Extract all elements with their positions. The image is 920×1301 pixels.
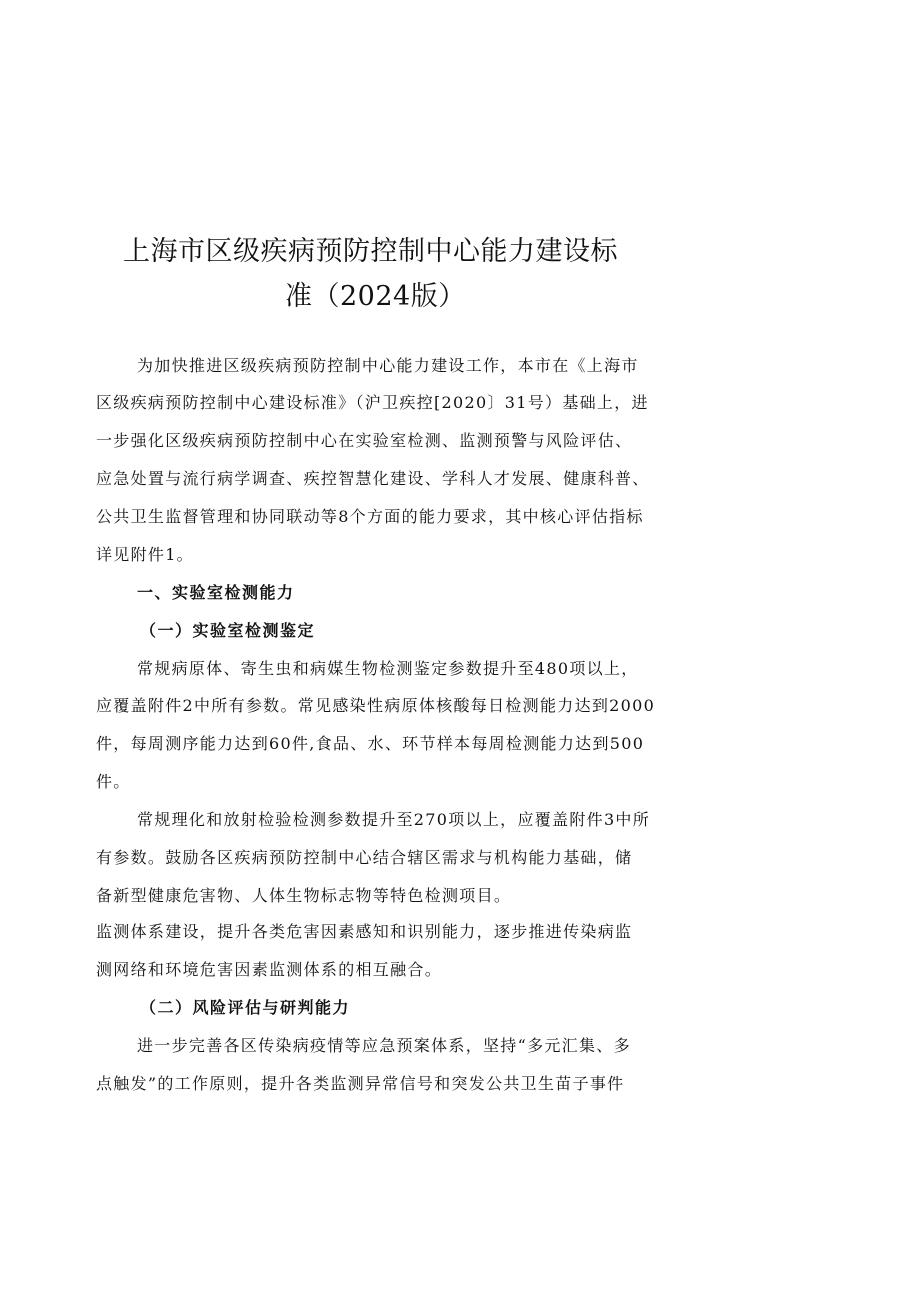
paragraph-line: 进一步完善各区传染病疫情等应急预案体系，坚持“多元汇集、多 [137, 1036, 631, 1055]
paragraph-line: 常规病原体、寄生虫和病媒生物检测鉴定参数提升至480项以上， [137, 659, 639, 678]
intro-line: 公共卫生监督管理和协同联动等8个方面的能力要求，其中核心评估指标 [96, 507, 644, 526]
paragraph-line: 件，每周测序能力达到60件,食品、水、环节样本每周检测能力达到500 [96, 734, 645, 753]
paragraph-line: 常规理化和放射检验检测参数提升至270项以上，应覆盖附件3中所 [137, 810, 651, 829]
paragraph-line: 应覆盖附件2中所有参数。常见感染性病原体核酸每日检测能力达到2000 [96, 696, 656, 715]
paragraph-line: 监测体系建设，提升各类危害因素感知和识别能力，逐步推进传染病监 [96, 922, 633, 941]
intro-line: 应急处置与流行病学调查、疾控智慧化建设、学科人才发展、健康科普、 [96, 469, 650, 488]
intro-line: 详见附件1。 [96, 545, 194, 564]
paragraph-line: 件。 [96, 772, 131, 791]
paragraph-line: 有参数。鼓励各区疾病预防控制中心结合辖区需求与机构能力基础，储 [96, 848, 633, 867]
section-heading-laboratory: 一、实验室检测能力 [137, 583, 295, 602]
subsection-heading-lab-testing: （一）实验室检测鉴定 [140, 621, 316, 640]
paragraph-line: 备新型健康危害物、人体生物标志物等特色检测项目。 [96, 886, 512, 905]
intro-line: 为加快推进区级疾病预防控制中心能力建设工作，本市在《上海市 [137, 356, 639, 375]
document-title-line-1: 上海市区级疾病预防控制中心能力建设标 [123, 236, 618, 267]
paragraph-line: 点触发”的工作原则，提升各类监测异常信号和突发公共卫生苗子事件 [96, 1074, 625, 1093]
subsection-heading-risk-assessment: （二）风险评估与研判能力 [140, 998, 351, 1017]
paragraph-line: 测网络和环境危害因素监测体系的相互融合。 [96, 960, 443, 979]
document-title-line-2: 准（2024版） [285, 281, 466, 312]
intro-line: 一步强化区级疾病预防控制中心在实验室检测、监测预警与风险评估、 [96, 431, 633, 450]
intro-line: 区级疾病预防控制中心建设标准》（沪卫疾控[2020〕31号）基础上，进 [96, 393, 649, 412]
